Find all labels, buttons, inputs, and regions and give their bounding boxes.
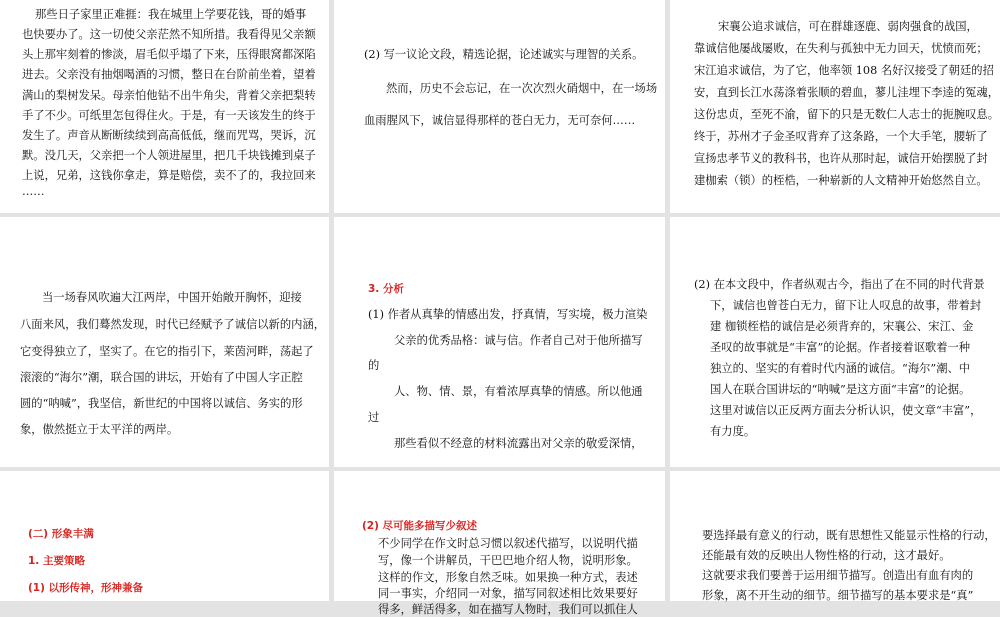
text-line: 手了不少。可纸里怎包得住火。于是，有一天该发生的终于	[22, 109, 316, 122]
text-line: 人、物、情、景，有着浓厚真挚的情感。所以他通	[394, 385, 643, 398]
text-line: 当一场春风吹遍大江两岸，中国开始敞开胸怀，迎接	[42, 291, 302, 304]
text-line: 得多，鲜活得多，如在描写人物时，我们可以抓住人	[378, 603, 638, 616]
slide-5	[334, 217, 665, 467]
text-line: 发生了。声音从断断续续到高高低低，继而咒骂，哭诉，沉	[22, 129, 316, 142]
text-line: 圣叹的故事就是“丰富”的论据。作者接着讴歌着一种	[710, 341, 971, 354]
text-line: 还能最有效的反映出人物性格的行动，这才最好。	[702, 549, 951, 562]
text-line: 过	[368, 411, 380, 424]
text-line: 满山的梨树发呆。母亲怕他钻不出牛角尖，背着父亲把梨转	[22, 89, 316, 102]
text-line: 建 枷锁桎梏的诚信是必须背弃的，宋襄公、宋江、金	[710, 320, 974, 333]
text-line: 那些日子家里正难捱：我在城里上学要花钱，哥的婚事	[35, 8, 307, 21]
text-line: 宣扬忠孝节义的教科书，也许从那时起，诚信开始摆脱了封	[694, 152, 988, 165]
text-line: 终于，苏州才子金圣叹背弃了这条路，一个大手笔，腰斩了	[694, 130, 988, 143]
text-line: 下，诚信也曾苍白无力，留下让人叹息的故事，带着封	[710, 299, 982, 312]
section-heading: (1) 以形传神，形神兼备	[28, 582, 144, 594]
text-line: (1) 作者从真挚的情感出发，抒真情，写实境，极力渲染	[368, 308, 648, 321]
section-heading: (2) 尽可能多描写少叙述	[362, 520, 478, 532]
text-line: 圆的“呐喊”，我坚信，新世纪的中国将以诚信、务实的形	[20, 397, 303, 410]
text-line: 要选择最有意义的行动，既有思想性又能显示性格的行动，	[702, 529, 996, 542]
text-line: 有力度。	[710, 425, 756, 438]
text-line: 血雨腥风下，诚信显得那样的苍白无力，无可奈何……	[364, 114, 636, 127]
text-line: 然而，历史不会忘记，在一次次烈火硝烟中，在一场场	[386, 82, 658, 95]
text-line: 独立的、坚实的有着时代内涵的诚信。“海尔”潮、中	[710, 362, 971, 375]
text-line: 进去。父亲没有抽烟喝酒的习惯，整日在台阶前坐着，望着	[22, 68, 316, 81]
text-line: 头上那牢刻着的惨淡，眉毛似乎塌了下来，压得眼窝都深陷	[22, 48, 316, 61]
text-line: 这样的作文，形象自然乏味。如果换一种方式，表述	[378, 571, 638, 584]
text-line: 那些看似不经意的材料流露出对父亲的敬爱深情，	[394, 437, 643, 450]
slide-3	[670, 0, 1000, 213]
slide-4	[0, 217, 329, 467]
text-line: 这里对诚信以正反两方面去分析认识，使文章“丰富”，	[710, 404, 982, 417]
text-line: 象，傲然挺立于太平洋的两岸。	[20, 423, 179, 436]
text-line: 上说，兄弟，这钱你拿走，算是赔偿，卖不了的，我拉回来	[22, 169, 316, 182]
text-line: 的	[368, 359, 380, 372]
text-line: 靠诚信他屡战屡败，在失利与孤独中无力回天，忧愤而死；	[694, 42, 988, 55]
text-line: 这份忠贞，至死不渝，留下的只是无数仁人志士的扼腕叹息。	[694, 108, 1000, 121]
text-line: 默。没几天，父亲把一个人领进屋里，把几千块钱摊到桌子	[22, 149, 316, 162]
text-line: (2) 写一议论文段，精选论据，论述诚实与理智的关系。	[364, 48, 644, 61]
section-heading: 3. 分析	[368, 283, 404, 295]
slide-1	[0, 0, 329, 213]
section-heading: 1. 主要策略	[28, 555, 85, 567]
text-line: 建枷索（锁）的桎梏，一种崭新的人文精神开始悠然自立。	[694, 174, 988, 187]
text-line: 滚滚的“海尔”潮，联合国的讲坛，开始有了中国人字正腔	[20, 371, 303, 384]
text-line: 它变得独立了，坚实了。在它的指引下，莱茵河畔，荡起了	[20, 345, 314, 358]
text-line: 国人在联合国讲坛的“呐喊”是这方面“丰富”的论据。	[710, 383, 971, 396]
text-line: 也快要办了。这一切使父亲茫然不知所措。我看得见父亲额	[22, 28, 316, 41]
text-line: 宋襄公追求诚信，可在群雄逐鹿、弱肉强食的战国，	[718, 20, 978, 33]
text-line: 写，像一个讲解员，干巴巴地介绍人物，说明形象。	[378, 554, 638, 567]
text-line: ……	[22, 185, 45, 198]
text-line: (2) 在本文段中，作者纵观古今，指出了在不同的时代背景	[694, 278, 985, 291]
text-line: 这就要求我们要善于运用细节描写。创造出有血有肉的	[702, 569, 974, 582]
text-line: 不少同学在作文时总习惯以叙述代描写，以说明代描	[378, 537, 638, 550]
text-line: 父亲的优秀品格：诚与信。作者自己对于他所描写	[394, 334, 643, 347]
slide-7	[0, 471, 329, 601]
text-line: 宋江追求诚信，为了它，他率领 108 名好汉接受了朝廷的招	[694, 64, 994, 77]
slide-9	[670, 471, 1000, 601]
text-line: 形象，离不开生动的细节。细节描写的基本要求是“真”	[702, 589, 974, 602]
text-line: 同一事实，介绍同一对象，描写同叙述相比效果要好	[378, 587, 638, 600]
section-heading: (二) 形象丰满	[28, 528, 94, 540]
slide-2	[334, 0, 665, 213]
text-line: 安，直到长江水荡涤着张顺的碧血，蓼儿洼埋下李逵的冤魂，	[694, 86, 1000, 99]
slide-8	[334, 471, 665, 616]
text-line: 八面来风，我们蓦然发现，时代已经赋予了诚信以新的内涵，	[20, 318, 326, 331]
slide-6	[670, 217, 1000, 467]
